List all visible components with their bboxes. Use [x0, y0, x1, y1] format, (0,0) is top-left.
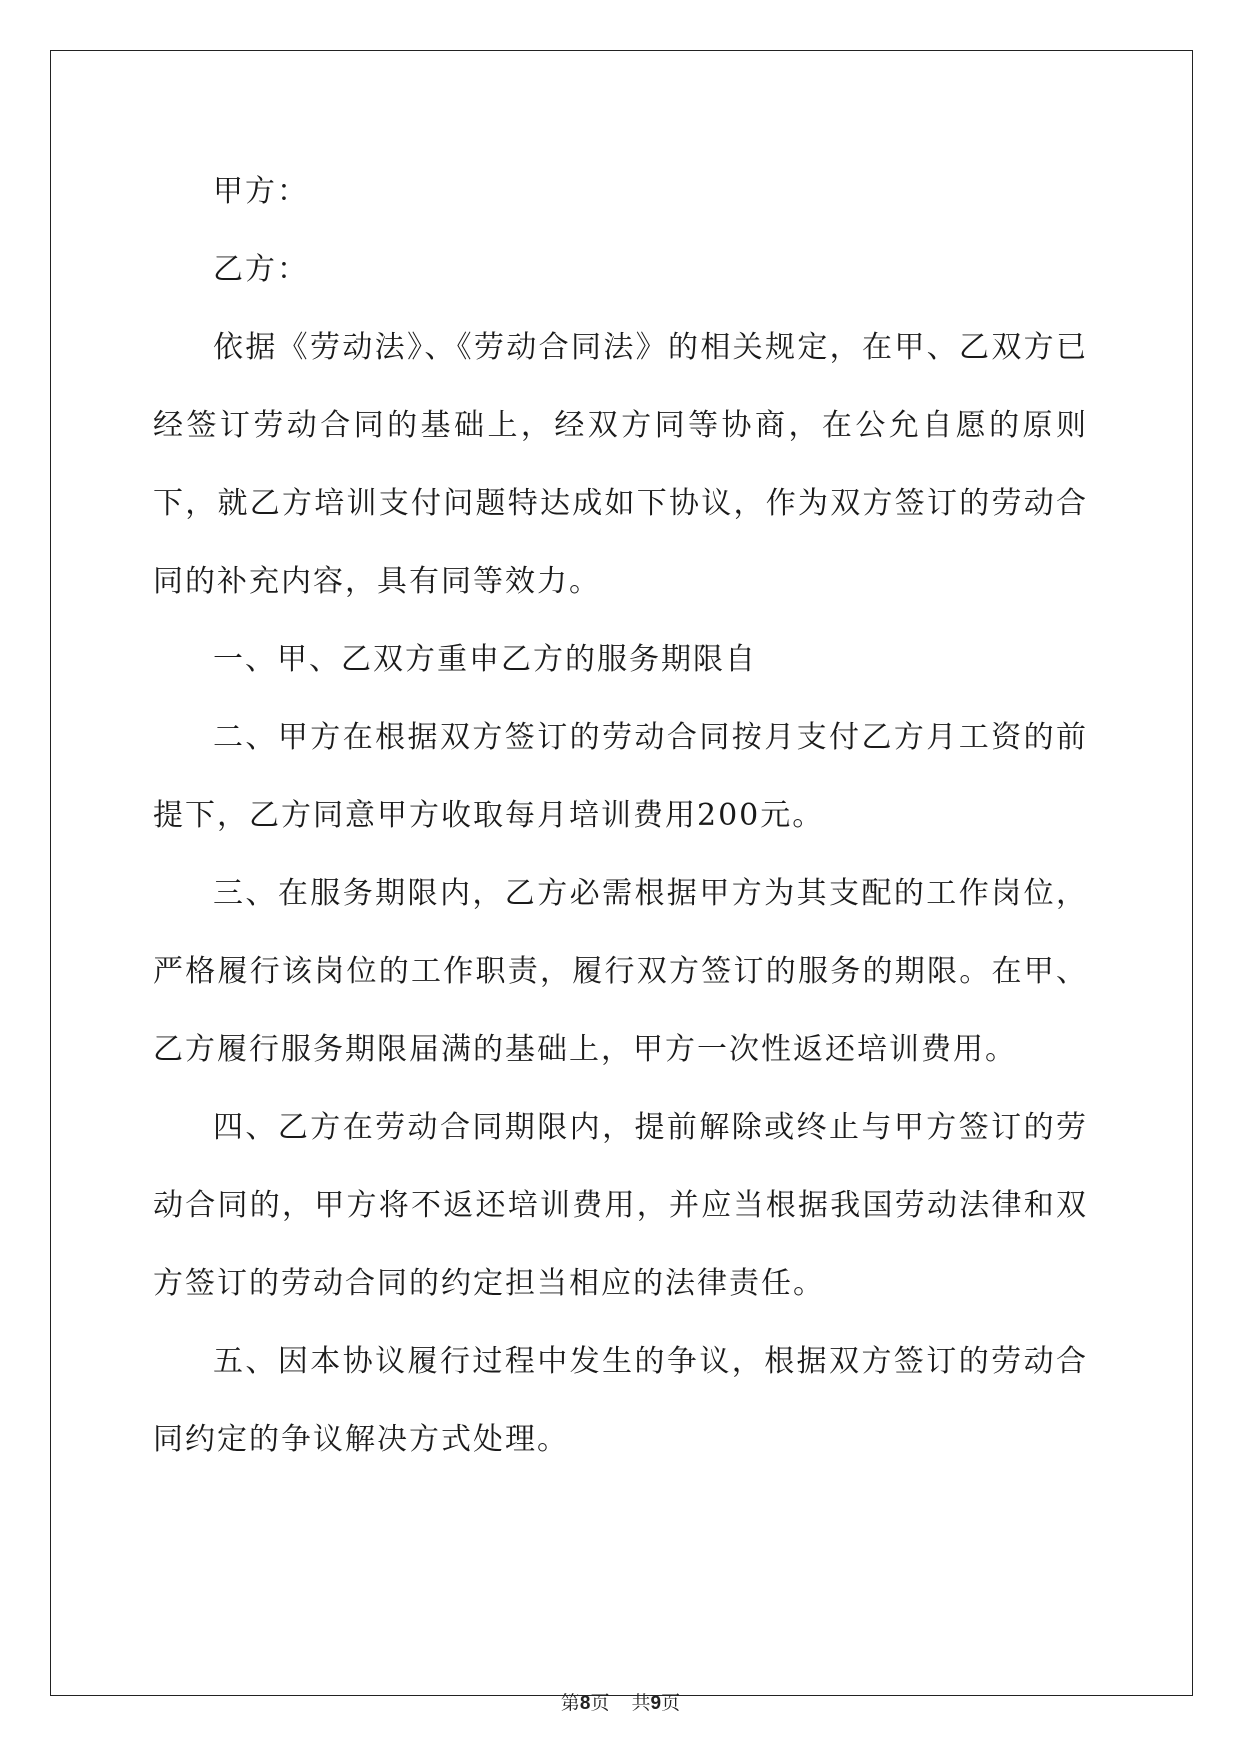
clause-5: 五、因本协议履行过程中发生的争议，根据双方签订的劳动合同约定的争议解决方式处理。 — [153, 1344, 1088, 1457]
page-footer — [0, 1688, 1241, 1715]
page-prefix: 第 — [560, 1692, 580, 1714]
clause-3: 三、在服务期限内，乙方必需根据甲方为其支配的工作岗位，严格履行该岗位的工作职责，履行双方签订的服务的期限。在甲、乙方履行服务期限届满的基础上，甲方一次性返还培训费用。 — [153, 876, 1088, 1067]
total-prefix: 共 — [631, 1692, 651, 1714]
total-page-number: 9 — [650, 1693, 662, 1714]
total-suffix: 页 — [661, 1692, 681, 1714]
page-suffix: 页 — [590, 1692, 610, 1714]
preamble-paragraph: 依据《劳动法》、《劳动合同法》的相关规定，在甲、乙双方已经签订劳动合同的基础上，经双方同等协商，在公允自愿的原则下，就乙方培训支付问题特达成如下协议，作为双方签订的劳动合同的补充内容，具有同等效力。 — [153, 330, 1088, 599]
clause-1: 一、甲、乙双方重申乙方的服务期限自 — [213, 642, 757, 677]
document-body — [153, 153, 1088, 1479]
party-b-line: 乙方： — [213, 252, 309, 287]
clause-2: 二、甲方在根据双方签订的劳动合同按月支付乙方月工资的前提下，乙方同意甲方收取每月培训费用200元。 — [153, 720, 1088, 833]
clause-4: 四、乙方在劳动合同期限内，提前解除或终止与甲方签订的劳动合同的，甲方将不返还培训费用，并应当根据我国劳动法律和双方签订的劳动合同的约定担当相应的法律责任。 — [153, 1110, 1088, 1301]
current-page-number: 8 — [579, 1693, 591, 1714]
party-a-line: 甲方： — [213, 174, 309, 209]
